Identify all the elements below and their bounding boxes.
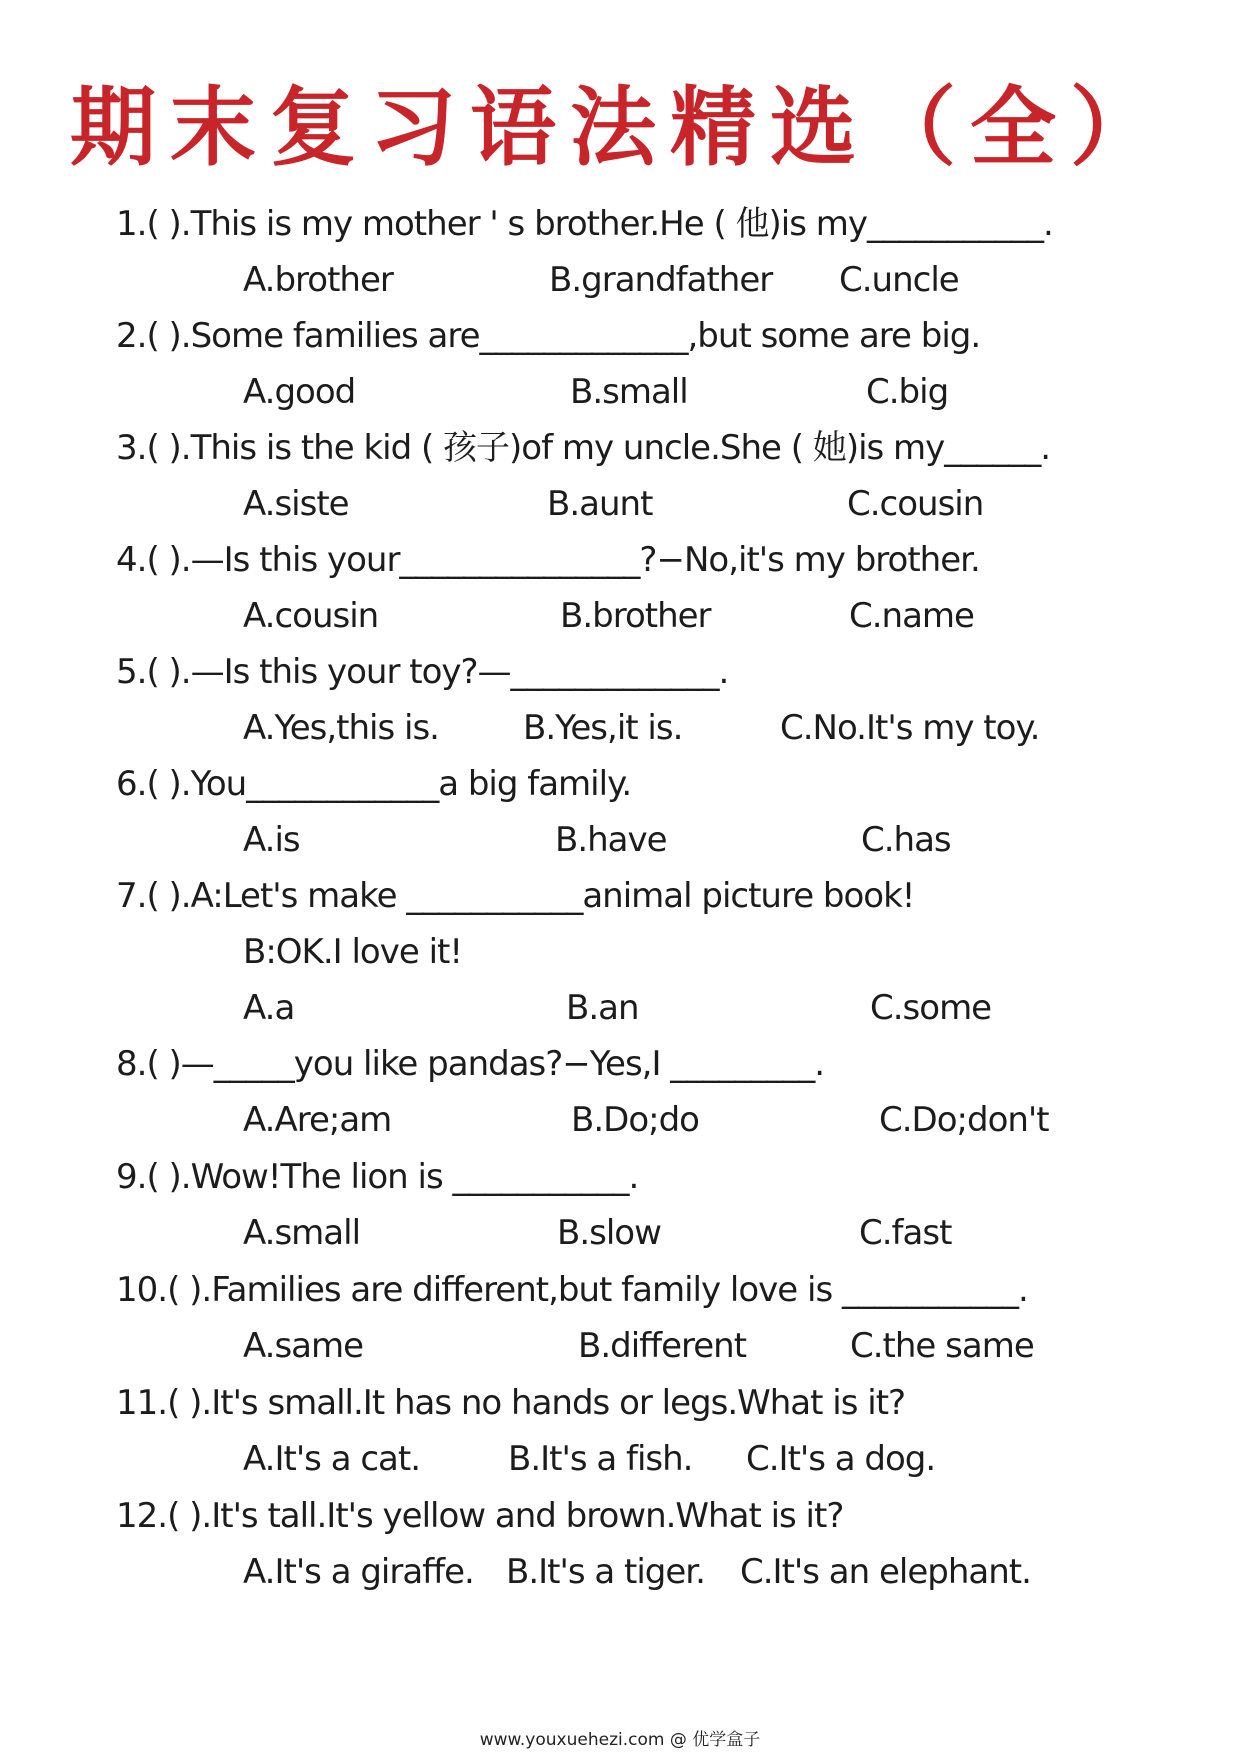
- question-12-option-c: C.It's an elephant.: [740, 1552, 1031, 1592]
- question-5-stem: 5.( ).—Is this your toy?—_____________.: [116, 652, 729, 692]
- page-title: 期末复习语法精选（全）: [70, 77, 1170, 178]
- question-11-stem: 11.( ).It's small.It has no hands or legs.What is it?: [116, 1383, 906, 1423]
- question-8-option-a: A.Are;am: [243, 1100, 392, 1140]
- question-7-option-c: C.some: [870, 988, 992, 1028]
- question-6-stem: 6.( ).You____________a big family.: [116, 764, 632, 804]
- question-5-option-c: C.No.It's my toy.: [780, 708, 1040, 748]
- question-1-option-c: C.uncle: [839, 260, 959, 300]
- question-5-option-b: B.Yes,it is.: [523, 708, 683, 748]
- question-10-option-a: A.same: [243, 1326, 364, 1366]
- question-12-option-b: B.It's a tiger.: [506, 1552, 705, 1592]
- question-2-option-b: B.small: [570, 372, 688, 412]
- question-12-stem: 12.( ).It's tall.It's yellow and brown.What is it?: [116, 1496, 844, 1536]
- footer-watermark: www.youxuehezi.com @ 优学盒子: [479, 1730, 761, 1750]
- question-6-option-b: B.have: [555, 820, 667, 860]
- question-1-option-a: A.brother: [243, 260, 393, 300]
- question-3-option-c: C.cousin: [847, 484, 984, 524]
- question-2-option-c: C.big: [866, 372, 949, 412]
- question-4-option-b: B.brother: [560, 596, 711, 636]
- question-11-option-a: A.It's a cat.: [243, 1439, 421, 1479]
- question-7-option-a: A.a: [243, 988, 295, 1028]
- question-8-option-b: B.Do;do: [571, 1100, 699, 1140]
- question-10-option-c: C.the same: [850, 1326, 1034, 1366]
- question-3-option-a: A.siste: [243, 484, 349, 524]
- question-5-option-a: A.Yes,this is.: [243, 708, 439, 748]
- question-12-option-a: A.It's a giraffe.: [243, 1552, 474, 1592]
- question-2-stem: 2.( ).Some families are_____________,but some are big.: [116, 316, 981, 356]
- question-4-option-c: C.name: [849, 596, 974, 636]
- question-6-option-c: C.has: [861, 820, 951, 860]
- question-9-stem: 9.( ).Wow!The lion is ___________.: [116, 1157, 639, 1197]
- question-9-option-b: B.slow: [557, 1213, 661, 1253]
- question-11-option-b: B.It's a fish.: [508, 1439, 693, 1479]
- question-7-dialogue: B:OK.I love it!: [243, 932, 462, 972]
- question-4-stem: 4.( ).—Is this your_______________?−No,it's my brother.: [116, 540, 980, 580]
- question-7-stem: 7.( ).A:Let's make ___________animal picture book!: [116, 876, 915, 916]
- question-3-option-b: B.aunt: [547, 484, 653, 524]
- question-6-option-a: A.is: [243, 820, 300, 860]
- question-3-stem: 3.( ).This is the kid ( 孩子)of my uncle.She ( 她)is my______.: [116, 428, 1051, 468]
- question-10-option-b: B.different: [578, 1326, 747, 1366]
- question-9-option-a: A.small: [243, 1213, 361, 1253]
- question-1-stem: 1.( ).This is my mother ' s brother.He ( 他)is my___________.: [116, 204, 1053, 244]
- question-1-option-b: B.grandfather: [549, 260, 773, 300]
- question-2-option-a: A.good: [243, 372, 356, 412]
- question-8-stem: 8.( )—_____you like pandas?−Yes,I _________.: [116, 1044, 825, 1084]
- question-9-option-c: C.fast: [859, 1213, 952, 1253]
- question-11-option-c: C.It's a dog.: [746, 1439, 936, 1479]
- question-8-option-c: C.Do;don't: [879, 1100, 1049, 1140]
- question-4-option-a: A.cousin: [243, 596, 379, 636]
- question-10-stem: 10.( ).Families are different,but family love is ___________.: [116, 1270, 1028, 1310]
- question-7-option-b: B.an: [566, 988, 639, 1028]
